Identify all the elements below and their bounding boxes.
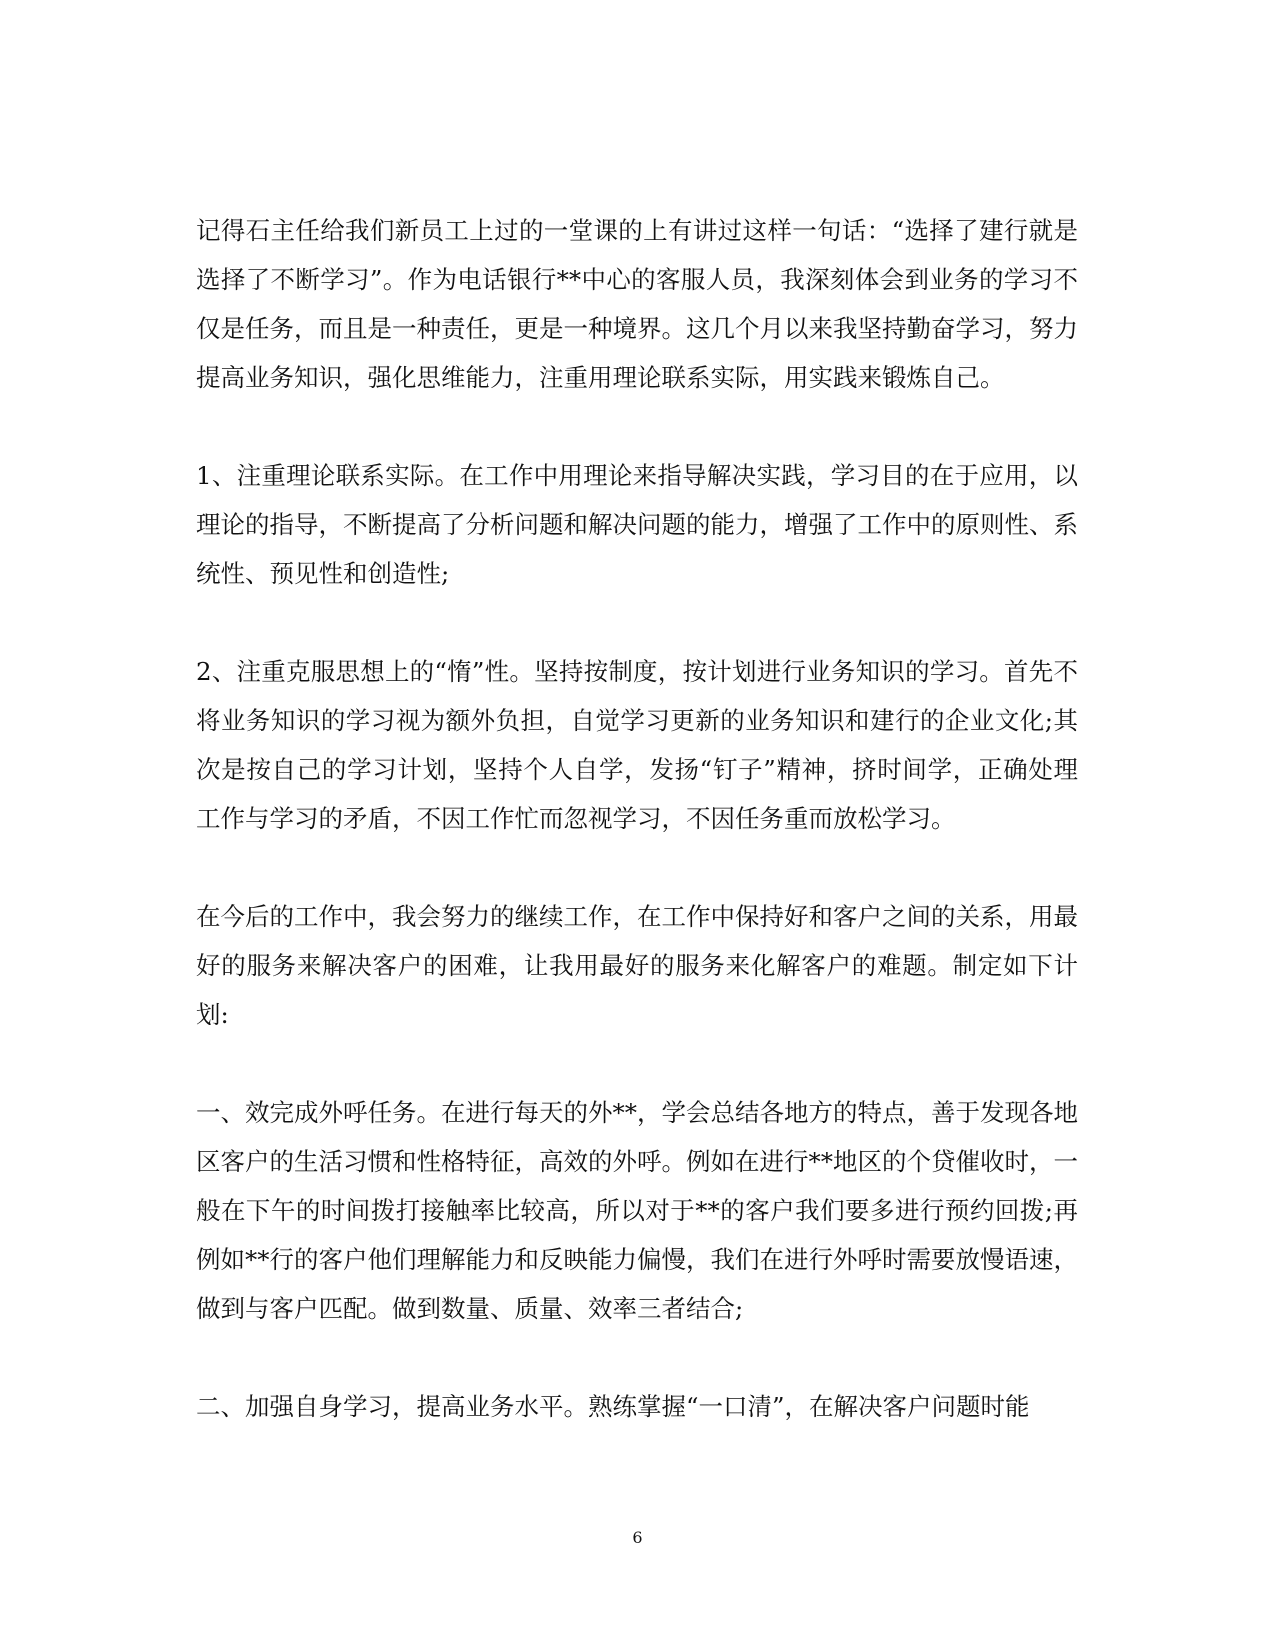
paragraph-future-plan: 在今后的工作中，我会努力的继续工作，在工作中保持好和客户之间的关系，用最好的服务来解决客户的困难，让我用最好的服务来化解客户的难题。制定如下计划: (196, 902, 1078, 1029)
paragraph-point-1: 1、注重理论联系实际。在工作中用理论来指导解决实践，学习目的在于应用，以理论的指导，不断提高了分析问题和解决问题的能力，增强了工作中的原则性、系统性、预见性和创造性; (196, 461, 1078, 588)
paragraph-plan-item-1: 一、效完成外呼任务。在进行每天的外**，学会总结各地方的特点，善于发现各地区客户的生活习惯和性格特征，高效的外呼。例如在进行**地区的个贷催收时，一般在下午的时间拨打接触率比较高，所以对于**的客户我们要多进行预约回拨;再例如**行的客户他们理解能力和反映能力偏慢，我们在进行外呼时需要放慢语速，做到与客户匹配。做到数量、质量、效率三者结合; (196, 1098, 1078, 1323)
paragraph-point-2: 2、注重克服思想上的“惰”性。坚持按制度，按计划进行业务知识的学习。首先不将业务知识的学习视为额外负担，自觉学习更新的业务知识和建行的企业文化;其次是按自己的学习计划，坚持个人自学，发扬“钉子”精神，挤时间学，正确处理工作与学习的矛盾，不因工作忙而忽视学习，不因任务重而放松学习。 (196, 657, 1078, 833)
paragraph-plan-item-2: 二、加强自身学习，提高业务水平。熟练掌握“一口清”，在解决客户问题时能 (196, 1392, 1030, 1421)
page-number: 6 (632, 1528, 643, 1547)
paragraph-intro: 记得石主任给我们新员工上过的一堂课的上有讲过这样一句话：“选择了建行就是选择了不断学习”。作为电话银行**中心的客服人员，我深刻体会到业务的学习不仅是任务，而且是一种责任，更是一种境界。这几个月以来我坚持勤奋学习，努力提高业务知识，强化思维能力，注重用理论联系实际，用实践来锻炼自己。 (196, 216, 1078, 392)
document-body (196, 206, 1078, 1480)
